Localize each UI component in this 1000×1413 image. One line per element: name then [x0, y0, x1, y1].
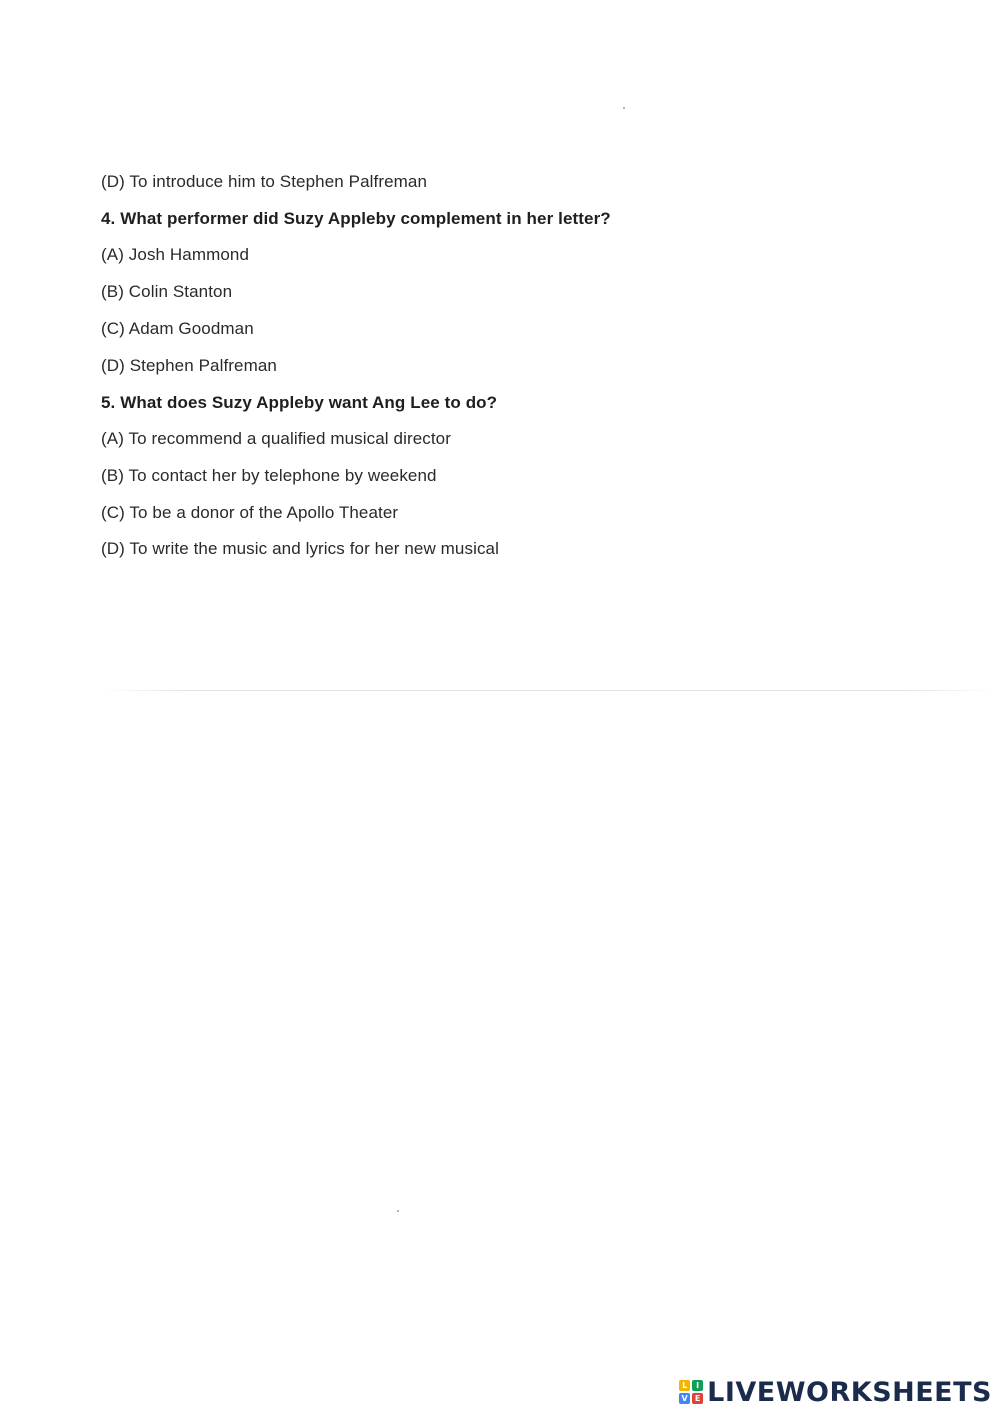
answer-option-q5-d: (D) To write the music and lyrics for her new musical	[101, 539, 499, 558]
answer-option-q4-c: (C) Adam Goodman	[101, 319, 254, 338]
logo-mark-tile: V	[679, 1393, 690, 1404]
logo-mark-tile: L	[679, 1380, 690, 1391]
question-4: 4. What performer did Suzy Appleby complement in her letter?	[101, 209, 611, 228]
answer-option-q5-c: (C) To be a donor of the Apollo Theater	[101, 503, 399, 522]
scan-divider	[100, 690, 995, 691]
answer-option-q5-b: (B) To contact her by telephone by weekend	[101, 466, 437, 485]
answer-option-q4-d: (D) Stephen Palfreman	[101, 356, 277, 375]
liveworksheets-logo-text: LIVEWORKSHEETS	[707, 1376, 992, 1408]
scan-speck	[623, 107, 625, 109]
answer-option-q4-a: (A) Josh Hammond	[101, 245, 250, 264]
scan-speck	[397, 1210, 399, 1212]
logo-mark-tile: E	[692, 1393, 703, 1404]
answer-option-q3-d: (D) To introduce him to Stephen Palfreman	[101, 172, 428, 191]
answer-option-q4-b: (B) Colin Stanton	[101, 282, 233, 301]
answer-option-q5-a: (A) To recommend a qualified musical director	[101, 429, 451, 448]
liveworksheets-logo-icon	[679, 1380, 703, 1404]
question-5: 5. What does Suzy Appleby want Ang Lee to do?	[101, 393, 498, 412]
logo-mark-tile: I	[692, 1380, 703, 1391]
liveworksheets-logo	[679, 1377, 992, 1407]
